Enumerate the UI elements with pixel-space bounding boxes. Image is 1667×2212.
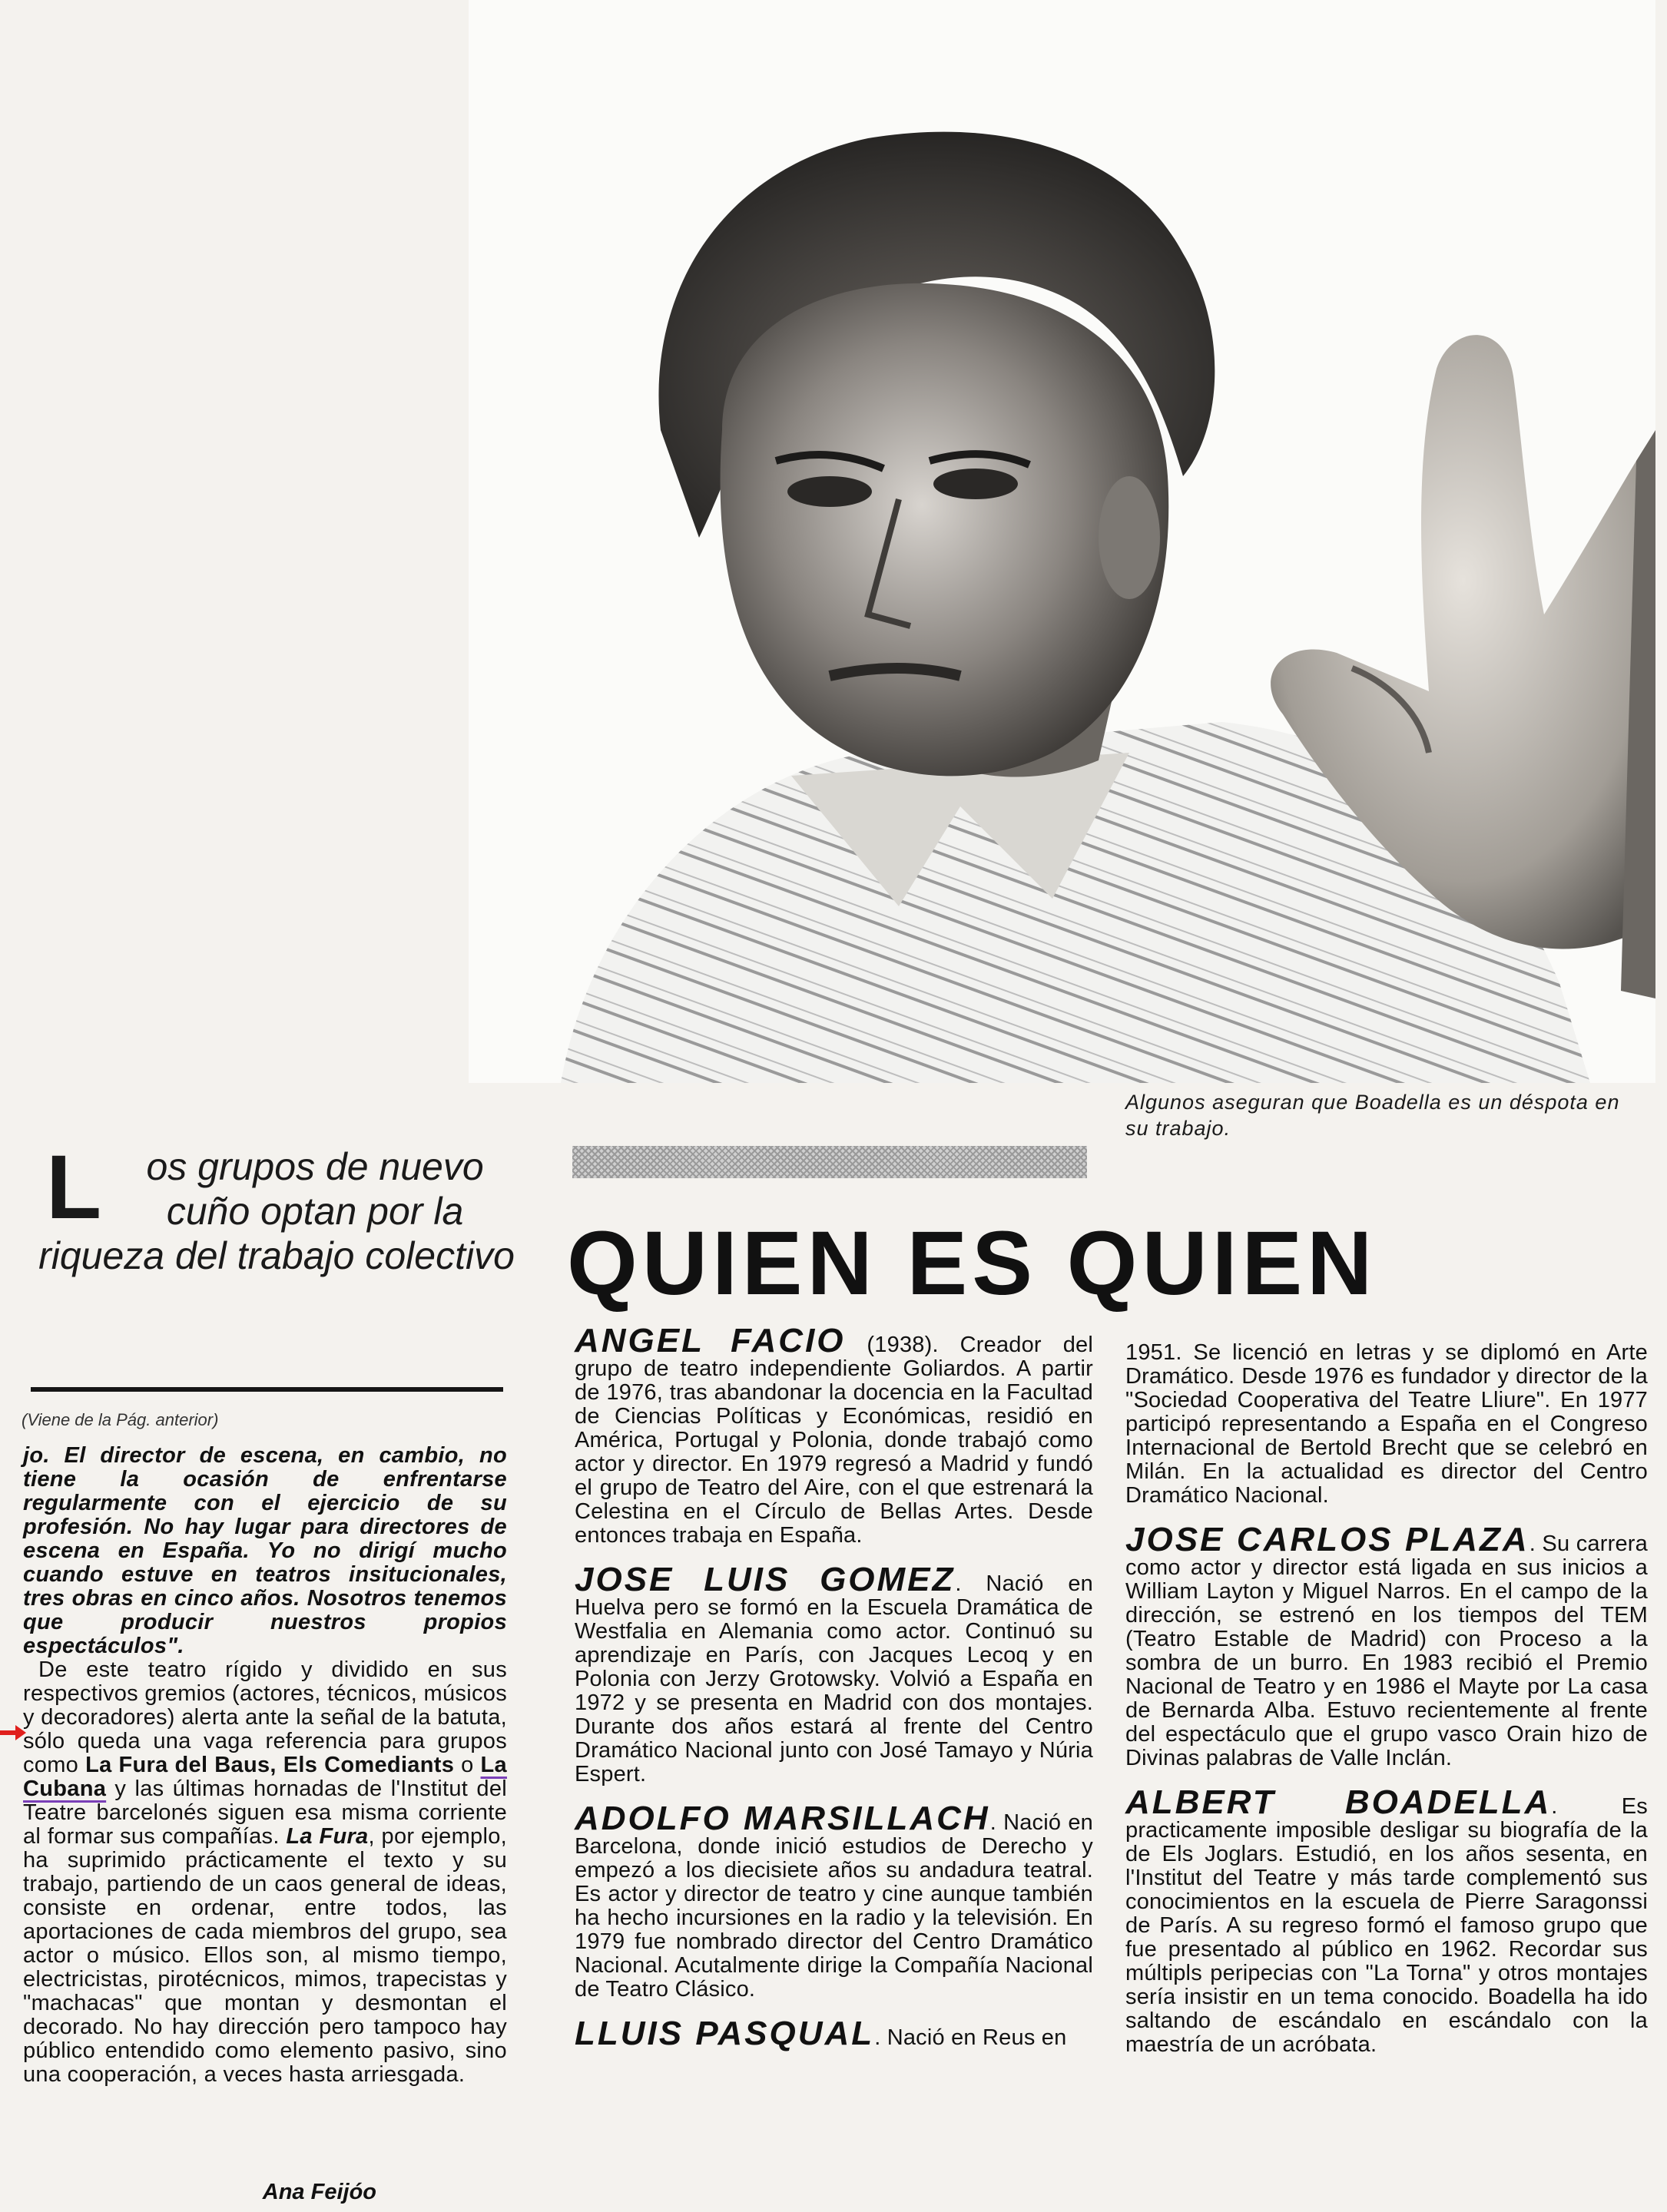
red-arrow-icon xyxy=(0,1724,28,1742)
drop-cap: L xyxy=(46,1137,102,1238)
continued-note: (Viene de la Pág. anterior) xyxy=(22,1410,219,1429)
quote-paragraph: jo. El director de escena, en cambio, no tiene la ocasión de enfrentarse regularmente con el ejercicio de su profesión. No hay lugar para directores de escena en España. Yo no dirigí mucho cuando estuve en teatros insitucionales, tres obras en cinco años. Nosotros tenemos que producir nuestros propios espectáculos". xyxy=(23,1443,507,1658)
section-title: QUIEN ES QUIEN xyxy=(567,1213,1377,1314)
bio-entry xyxy=(575,1800,1093,2002)
bio-text: . Su carrera como actor y director está ligada en sus inicios a William Layton y Miguel Narros. En el campo de la dirección, se estrenó en los tiempos del TEM (Teatro Estable de Madrid) con Proceso a la sombra de un burro. En 1983 recibió el Premio Nacional de Teatro y en 1986 el Mayte por La casa de Bernarda Alba. Estuvo recientemente al frente del espectáculo que el grupo vasco Orain hizo de Divinas palabras de Valle Inclán. xyxy=(1125,1532,1648,1770)
bio-entry xyxy=(1125,1783,1648,2057)
bio-name: ADOLFO MARSILLACH xyxy=(575,1800,990,1837)
left-article-body xyxy=(23,1444,507,2087)
bio-text: 1951. Se licenció en letras y se diplomó en Arte Dramático. Desde 1976 es fundador y director de la "Sociedad Cooperativa del Teatre Lliure". En 1977 participó representando a España en el Congreso Internacional de Bertold Brecht que se celebró en Milán. En la actualidad es director del Centro Dramático Nacional. xyxy=(1125,1340,1648,1508)
bios-column-right xyxy=(1125,1333,1648,2074)
kicker-text: os grupos de nuevo cuño optan por la riqueza del trabajo colectivo xyxy=(38,1145,515,1277)
bio-entry xyxy=(1125,1333,1648,1508)
portrait-photo xyxy=(469,0,1655,1083)
group-names: La Fura del Baus, Els Comediants xyxy=(85,1753,455,1777)
bio-text: . Nació en Barcelona, donde inició estudios de Derecho y empezó a los diecisiete años su andadura teatral. Es actor y director de teatro y cine aunque también ha hecho incursiones en la radio y la televisión. En 1979 fue nombrado director del Centro Dramático Nacional. Acutalmente dirige la Compañía Nacional de Teatro Clásico. xyxy=(575,1810,1093,2002)
la-fura-name: La Fura xyxy=(286,1824,369,1849)
body-text: y las últimas hornadas de l'Institut del Teatre barcelonés siguen esa misma corriente al formar sus compañías. xyxy=(23,1777,507,1849)
bio-name: ANGEL FACIO xyxy=(575,1322,846,1359)
author-byline: Ana Feijóo xyxy=(262,2180,376,2204)
bios-column-middle xyxy=(575,1322,1093,2067)
bio-entry xyxy=(575,1322,1093,1548)
bio-name: JOSE LUIS GOMEZ xyxy=(575,1561,956,1598)
bio-text: (1938). Creador del grupo de teatro independiente Goliardos. A partir de 1976, tras abandonar la docencia en la Facultad de Ciencias Políticas y Económicas, residió en América, Portugal y Polonia, donde trabajó como actor y director. En 1979 regresó a Madrid y fundó el grupo de Teatro del Aire, con el que estrenará la Celestina en el Círculo de Bellas Artes. Desde entonces trabaja en España. xyxy=(575,1333,1093,1548)
body-paragraph xyxy=(23,1658,507,2087)
bio-entry xyxy=(1125,1521,1648,1770)
photo-caption: Algunos aseguran que Boadella es un déspota en su trabajo. xyxy=(1125,1091,1620,1140)
bio-text: . Nació en Huelva pero se formó en la Escuela Dramática de Westfalia en Alemania como actor. Continuó su aprendizaje en París, con Jacques Lecoq y en Polonia con Jerzy Grotowsky. Volvió a España en 1972 y se presenta en Madrid con dos montajes. Durante dos años estará al frente del Centro Dramático Nacional junto con José Tamayo y Núria Espert. xyxy=(575,1571,1093,1786)
body-text: , por ejemplo, ha suprimido prácticamente el texto y su trabajo, partiendo de un caos general de ideas, consiste en ordenar, entre todos, las aportaciones de cada miembros del grupo, sea actor o músico. Ellos son, al mismo tiempo, electricistas, pirotécnicos, mimos, trapecistas y "machacas" que montan y desmontan el decorado. No hay dirección pero tampoco hay público entendido como elemento pasivo, sino una cooperación, a veces hasta arriesgada. xyxy=(23,1824,508,2087)
kicker-headline xyxy=(31,1137,522,1278)
bio-text: . Nació en Reus en xyxy=(874,2025,1067,2050)
bio-entry xyxy=(575,1561,1093,1786)
bio-name: ALBERT BOADELLA xyxy=(1125,1783,1552,1821)
la-cubana-highlight: La Cubana xyxy=(23,1753,507,1801)
bio-name: JOSE CARLOS PLAZA xyxy=(1125,1521,1529,1558)
hatched-bar xyxy=(572,1146,1087,1178)
bio-entry xyxy=(575,2015,1093,2052)
body-text: o xyxy=(454,1753,481,1777)
body-text: De este teatro rígido y dividido en sus respectivos gremios (actores, técnicos, músicos y decoradores) alerta ante la señal de la batuta, sólo queda una vaga referencia para grupos como xyxy=(23,1657,507,1777)
bio-name: LLUIS PASQUAL xyxy=(575,2015,875,2052)
bio-text: . Es practicamente imposible desligar su biografía de la de Els Joglars. Estudió, en los años sesenta, en l'Institut del Teatre y más tarde complementó sus conocimientos en la escuela de Pierre Saragonssi de París. A su regreso formó el famoso grupo que fue presentado al público en 1962. Recordar sus múltipls peripecias con "La Torna" y otros montajes sería insistir en un tema conocido. Boadella ha ido saltando de escándalo en escándalo con la maestría de un acróbata. xyxy=(1125,1794,1648,2057)
kicker-rule xyxy=(31,1387,503,1392)
